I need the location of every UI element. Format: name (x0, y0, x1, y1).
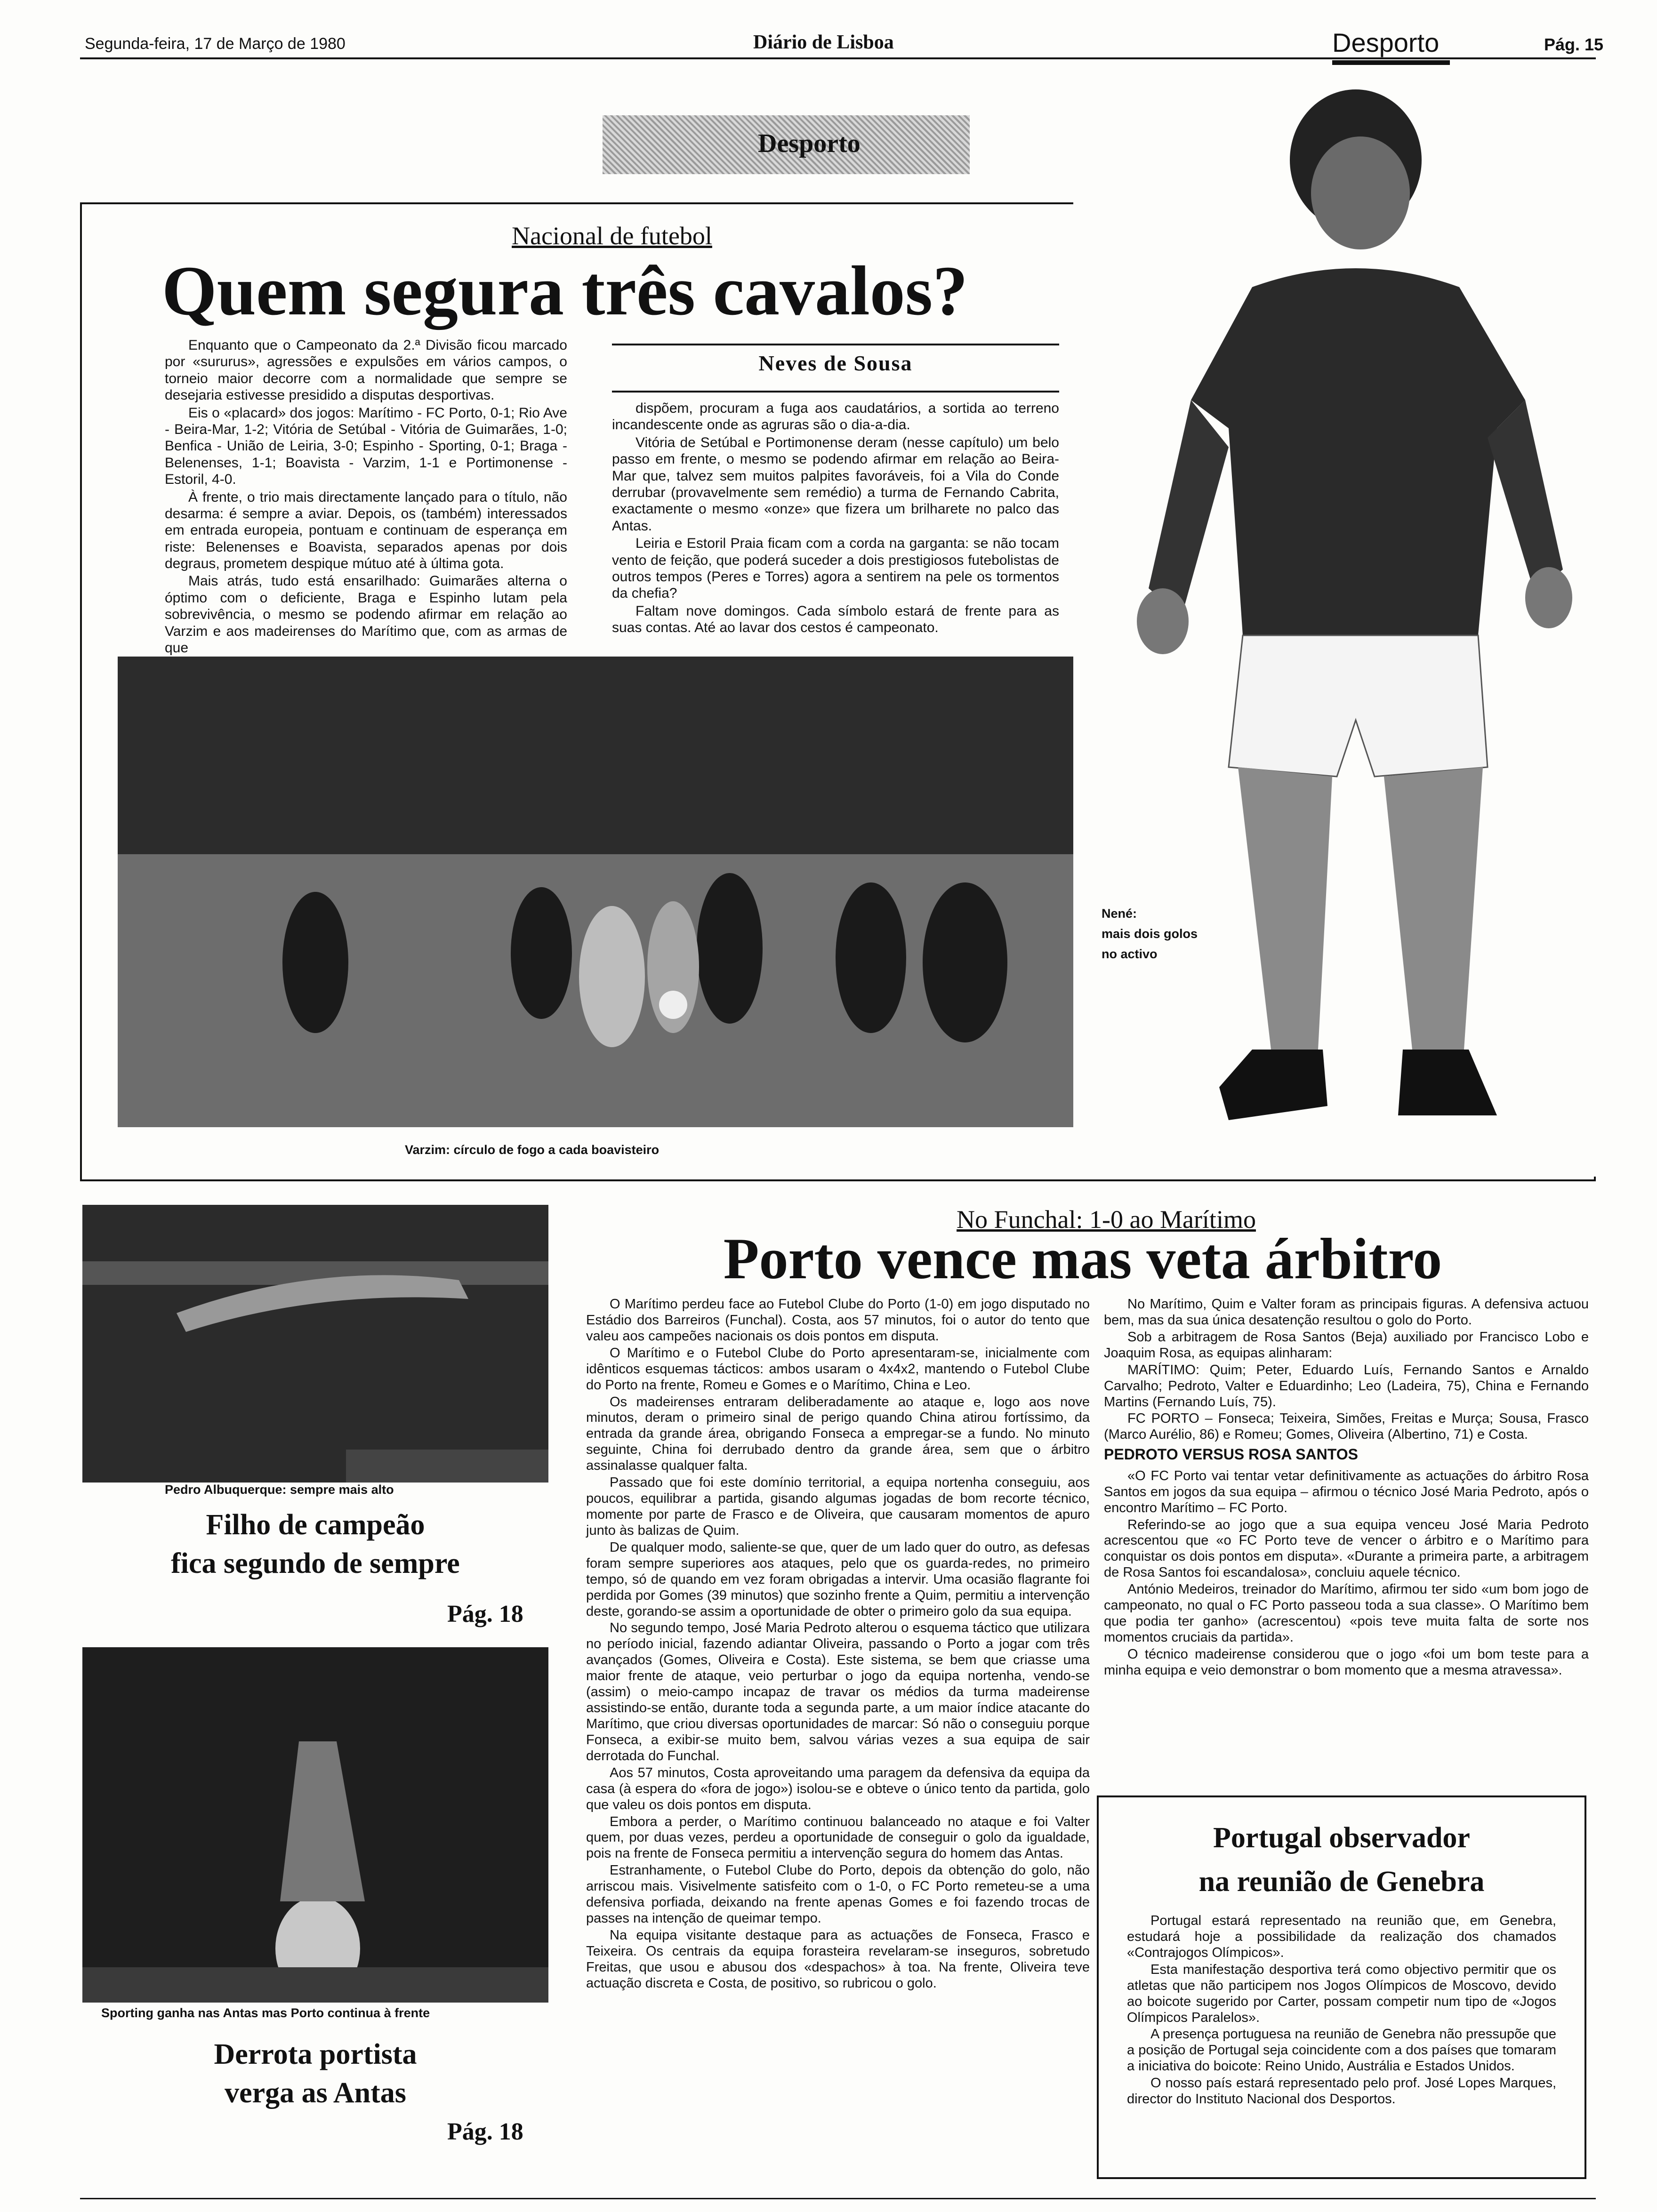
paragraph: António Medeiros, treinador do Marítimo, afirmou ter sido «um bom jogo de campeonato, no qual o FC Porto passeou toda a sua classe». O Marítimo bem que podia ter ganho» (acrescentou) «pois teve muita falta de sorte nos momentos cruciais da partida». (1104, 1582, 1589, 1645)
paragraph: FC PORTO – Fonseca; Teixeira, Simões, Freitas e Murça; Sousa, Frasco (Marco Aurélio, 86) e Romeu; Gomes, Oliveira (Albertino, 71) e Costa. (1104, 1411, 1589, 1443)
sidebar-headline-2-line: Derrota portista (214, 2038, 417, 2070)
paragraph: No segundo tempo, José Maria Pedroto alterou o esquema táctico que utilizara no período inicial, fazendo adiantar Oliveira, passando o Porto a jogar com três avançados (Gomes, Oliveira e Costa). Este sistema, se bem que criasse uma maior frente de ataque, veio perturbar o jogo da equipa nortenha, vendo-se (assim) o meio-campo incapaz de travar os médios da turma madeirense assistindo-se então, durante toda a segunda parte, a um maior índice atacante do Marítimo, que criou diversas oportunidades de marcar: Só não o conseguiu porque Fonseca, a exibir-se muito bem, salvou várias vezes a sua equipa de sair derrotada do Funchal. (586, 1620, 1090, 1763)
player-caption (1102, 904, 1198, 965)
paragraph: Referindo-se ao jogo que a sua equipa venceu José Maria Pedroto acrescentou que «o FC Porto teve de vencer o árbitro e o Marítimo para conquistar os dois pontos em disputa». «Durante a primeira parte, a arbitragem de Rosa Santos foi escandalosa», concluiu aquele técnico. (1104, 1517, 1589, 1580)
paragraph: O Marítimo perdeu face ao Futebol Clube do Porto (1-0) em jogo disputado no Estádio dos Barreiros (Funchal). Costa, aos 57 minutos, foi o autor do tento que valeu aos campeões nacionais os dois pontos em disputa. (586, 1297, 1090, 1344)
sidebar-page-ref-1: Pág. 18 (447, 1601, 523, 1627)
sidebar-headline-1-line: fica segundo de sempre (171, 1547, 460, 1579)
section-underline (1332, 60, 1450, 65)
byline-rule-top (612, 344, 1059, 345)
boxed-body (1127, 1913, 1556, 2108)
paragraph: A presença portuguesa na reunião de Genebra não pressupõe que a posição de Portugal seja coincidente com a dos países que tomaram a iniciativa do boicote: Reino Unido, Austrália e Estados Unidos. (1127, 2027, 1556, 2074)
sidebar-headline-2-line: verga as Antas (225, 2076, 406, 2109)
article1-kicker: Nacional de futebol (512, 222, 712, 250)
sidebar-caption-2: Sporting ganha nas Antas mas Porto continua à frente (101, 2006, 430, 2020)
paragraph: dispõem, procuram a fuga aos caudatários, a sortida ao terreno incandescente onde as agruras são o dia-a-dia. (612, 401, 1059, 433)
player-caption-line: Nené: (1102, 906, 1137, 921)
article2-column-1 (586, 1297, 1090, 2191)
article1-headline: Quem segura três cavalos? (161, 252, 968, 330)
paragraph: Embora a perder, o Marítimo continuou balanceado no ataque e foi Valter quem, por duas vezes, perdeu a oportunidade de conseguir o golo da igualdade, pois na frente de Fonseca permitiu a intervenção segura do homem das Antas. (586, 1814, 1090, 1861)
sidebar-photo-1 (82, 1205, 548, 1483)
paragraph: Os madeirenses entraram deliberadamente ao ataque e, logo aos nove minutos, deram o primeiro sinal de perigo quando China atirou fortíssimo, da entrada da grande área, obrigando Fonseca a empregar-se a fundo. No minuto seguinte, China foi derrubado dentro da grande área, sem que o árbitro assinalasse qualquer falta. (586, 1394, 1090, 1474)
newspaper-name: Diário de Lisboa (753, 32, 894, 53)
paragraph: Esta manifestação desportiva terá como objectivo permitir que os atletas que não participem nos Jogos Olímpicos de Moscovo, devido ao boicote sugerido por Carter, possam competir num tipo de «Jogos Olímpicos Paralelos». (1127, 1962, 1556, 2025)
boxed-headline-line: na reunião de Genebra (1199, 1866, 1485, 1898)
page-number: Pág. 15 (1544, 35, 1604, 54)
article2-column-2 (1104, 1297, 1589, 1767)
paragraph: Enquanto que o Campeonato da 2.ª Divisão ficou marcado por «sururus», agressões e expulsões em vários campos, o torneio maior decorre com a normalidade que sempre se desejaria estivesse presidido a disputas desportivas. (165, 337, 567, 403)
paragraph: Aos 57 minutos, Costa aproveitando uma paragem da defensiva da equipa da casa (à espera do «fora de jogo») isolou-se e obteve o único tento da partida, golo que valeu os dois pontos em disputa. (586, 1765, 1090, 1812)
header-rule (80, 57, 1596, 59)
paragraph: O técnico madeirense considerou que o jogo «foi um bom teste para a minha equipa e veio demonstrar o bom momento que a mesma atravessa». (1104, 1646, 1589, 1678)
paragraph: Eis o «placard» dos jogos: Marítimo - FC Porto, 0-1; Rio Ave - Beira-Mar, 1-2; Vitória de Setúbal - Vitória de Guimarães, 1-0; Benfica - União de Leiria, 3-0; Espinho - Sporting, 0-1; Braga - Belenenses, 1-1; Boavista - Varzim, 1-1 e Portimonense - Estoril, 4-0. (165, 405, 567, 488)
sidebar-page-ref-2: Pág. 18 (447, 2118, 523, 2145)
banner-label: Desporto (758, 129, 861, 158)
player-photo (1073, 71, 1596, 1177)
match-photo (118, 657, 1073, 1127)
section-banner (603, 115, 970, 174)
paragraph: Sob a arbitragem de Rosa Santos (Beja) auxiliado por Francisco Lobo e Joaquim Rosa, as equipas alinharam: (1104, 1329, 1589, 1361)
paragraph: Mais atrás, tudo está ensarilhado: Guimarães alterna o óptimo com o deficiente, Braga e Espinho lutam pela sobrevivência, o mesmo se podendo afirmar em relação ao Varzim e aos madeirenses do Marítimo que, com as armas de que (165, 573, 567, 656)
paragraph: De qualquer modo, saliente-se que, quer de um lado quer do outro, as defesas foram sempre superiores aos ataques, pelo que os guarda-redes, no primeiro tempo, só de quando em vez foram obrigadas a intervir. Uma ocasião flagrante foi perdida por Gomes (39 minutos) que sozinho frente a Quim, permitiu a intervenção deste, gorando-se assim a oportunidade de obter o primeiro golo da sua equipa. (586, 1539, 1090, 1619)
paragraph: No Marítimo, Quim e Valter foram as principais figuras. A defensiva actuou bem, mas da sua única desatenção resultou o golo do Porto. (1104, 1297, 1589, 1328)
article1-byline: Neves de Sousa (758, 351, 913, 375)
paragraph: Leiria e Estoril Praia ficam com a corda na garganta: se não tocam vento de feição, que poderá suceder a dois prestigiosos futebolistas de outros tempos (Peres e Torres) agora a sentirem na pele os tormentos da chefia? (612, 536, 1059, 601)
sidebar-photo-2 (82, 1647, 548, 2003)
article2-headline: Porto vence mas veta árbitro (723, 1226, 1442, 1291)
article1-column-2 (612, 400, 1059, 645)
footer-rule (80, 2198, 1596, 2199)
sidebar-headline-1-line: Filho de campeão (206, 1509, 425, 1541)
paragraph: MARÍTIMO: Quim; Peter, Eduardo Luís, Fernando Santos e Arnaldo Carvalho; Pedroto, Valter e Eduardinho; Leo (Ladeira, 75), China e Fernando Martins (Fernando Luís, 75). (1104, 1362, 1589, 1410)
paragraph: Estranhamente, o Futebol Clube do Porto, depois da obtenção do golo, não arriscou mais. Visivelmente satisfeito com o 1-0, o FC Porto remeteu-se a uma defensiva porfiada, deixando na frente apenas Gomes e foi fazendo trocas de passes na intenção de queimar tempo. (586, 1863, 1090, 1926)
paragraph: Faltam nove domingos. Cada símbolo estará de frente para as suas contas. Até ao lavar dos cestos é campeonato. (612, 603, 1059, 636)
paragraph: À frente, o trio mais directamente lançado para o título, não desarma: é sempre a aviar. Depois, os (também) interessados em entrada europeia, pontuam e continuam de esperança em riste: Belenenses e Boavista, separados apenas por dois degraus, prometem despique mútuo até à última gota. (165, 489, 567, 572)
paragraph: Passado que foi este domínio territorial, a equipa nortenha conseguiu, aos poucos, equilibrar a partida, gisando algumas jogadas de bom recorte técnico, momente por parte de Frasco e de Oliveira, que causaram momentos de apuro junto às balizas de Quim. (586, 1475, 1090, 1538)
player-caption-line: no activo (1102, 947, 1158, 962)
byline-rule-bottom (612, 391, 1059, 393)
section-name: Desporto (1332, 28, 1440, 57)
paragraph: O nosso país estará representado pelo prof. José Lopes Marques, director do Instituto Nacional dos Desportos. (1127, 2076, 1556, 2107)
paragraph: «O FC Porto vai tentar vetar definitivamente as actuações do árbitro Rosa Santos em jogos da sua equipa – afirmou o técnico José Maria Pedroto, após o encontro Marítimo – FC Porto. (1104, 1468, 1589, 1515)
paragraph: Na equipa visitante destaque para as actuações de Fonseca, Frasco e Teixeira. Os centrais da equipa forasteira revelaram-se inseguros, sobretudo Freitas, que usou e abusou dos «despachos» à toa. Na frente, Oliveira teve actuação discreta e Costa, de positivo, so rubricou o golo. (586, 1927, 1090, 1991)
sidebar-headline-2 (82, 2036, 548, 2113)
article1-column-1 (165, 337, 567, 656)
sidebar-headline-1 (82, 1506, 548, 1583)
player-caption-line: mais dois golos (1102, 927, 1198, 941)
boxed-story (1097, 1795, 1586, 2179)
boxed-headline (1099, 1816, 1585, 1904)
issue-date: Segunda-feira, 17 de Março de 1980 (85, 35, 346, 53)
paragraph: Vitória de Setúbal e Portimonense deram (nesse capítulo) um belo passo em frente, o mesmo se podendo afirmar em relação ao Beira-Mar que, talvez sem muitos palpites favoráveis, foi a Vila do Conde derrubar (provavelmente sem remédio) a turma de Fernando Cabrita, exactamente o mesmo «onze» que fizera um brilharete no palco das Antas. (612, 434, 1059, 534)
sidebar-caption-1: Pedro Albuquerque: sempre mais alto (165, 1483, 394, 1497)
match-photo-caption: Varzim: círculo de fogo a cada boavisteiro (405, 1143, 660, 1157)
boxed-headline-line: Portugal observador (1213, 1822, 1470, 1854)
paragraph: Portugal estará representado na reunião que, em Genebra, estudará hoje a possibilidade da realização dos chamados «Contrajogos Olímpicos». (1127, 1913, 1556, 1960)
article2-kicker: No Funchal: 1-0 ao Marítimo (957, 1205, 1256, 1234)
paragraph: O Marítimo e o Futebol Clube do Porto apresentaram-se, inicialmente com idênticos esquemas tácticos: ambos usaram o 4x4x2, mantendo o Futebol Clube do Porto na frente, Romeu e Gomes e o Marítimo, China e Leo. (586, 1345, 1090, 1393)
article2-subhead: PEDROTO VERSUS ROSA SANTOS (1104, 1446, 1358, 1463)
